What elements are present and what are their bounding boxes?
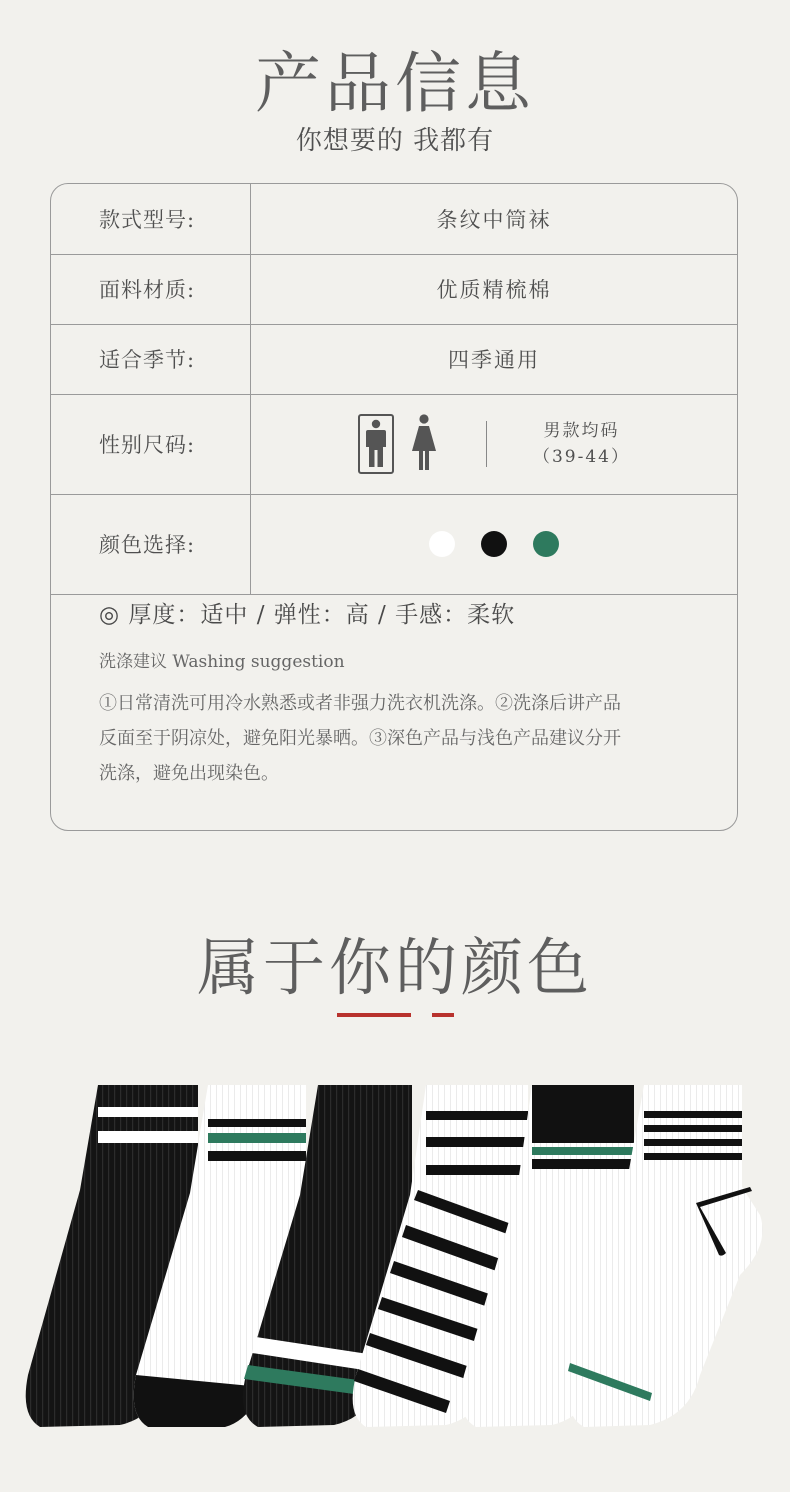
row-label-style: 款式型号: bbox=[51, 184, 251, 254]
row-label-colors: 颜色选择: bbox=[51, 494, 251, 594]
wash-line: ①日常清洗可用冷水熟悉或者非强力洗衣机洗涤。②洗涤后讲产品 bbox=[99, 693, 621, 714]
table-row bbox=[51, 494, 737, 595]
table-row bbox=[51, 324, 737, 395]
section-title: 属于你的颜色 bbox=[196, 931, 593, 1004]
divider bbox=[486, 421, 487, 467]
wash-line: 反面至于阴凉处，避免阳光暴晒。③深色产品与浅色产品建议分开 bbox=[99, 728, 621, 749]
row-label-material: 面料材质: bbox=[51, 254, 251, 324]
accent-bar bbox=[432, 1013, 454, 1017]
page-subtitle: 你想要的 我都有 bbox=[295, 126, 495, 156]
wash-line: 洗涤，避免出现染色。 bbox=[99, 763, 279, 784]
wash-instructions bbox=[99, 686, 699, 791]
color-swatch-white[interactable] bbox=[429, 531, 455, 557]
product-notes bbox=[99, 596, 699, 791]
wash-title: 洗涤建议 Washing suggestion bbox=[99, 652, 345, 672]
size-name: 男款均码 bbox=[543, 421, 620, 441]
product-properties: ◎ 厚度：适中 / 弹性：高 / 手感：柔软 bbox=[99, 602, 516, 628]
size-info bbox=[533, 418, 630, 470]
table-row bbox=[51, 254, 737, 325]
color-swatches bbox=[251, 494, 737, 594]
row-value-material: 优质精梳棉 bbox=[436, 278, 552, 302]
color-swatch-black[interactable] bbox=[481, 531, 507, 557]
accent-bar bbox=[337, 1013, 411, 1017]
table-row bbox=[51, 184, 737, 255]
row-value-style: 条纹中筒袜 bbox=[436, 208, 552, 232]
table-row bbox=[51, 394, 737, 495]
product-info-table bbox=[50, 183, 738, 831]
row-value-season: 四季通用 bbox=[448, 348, 540, 372]
gender-size-cell bbox=[251, 394, 737, 494]
row-label-gender-size: 性别尺码: bbox=[51, 394, 251, 494]
socks-image bbox=[0, 1075, 790, 1435]
color-swatch-green[interactable] bbox=[533, 531, 559, 557]
row-label-season: 适合季节: bbox=[51, 324, 251, 394]
female-icon bbox=[410, 413, 438, 476]
male-icon bbox=[358, 414, 394, 474]
page-title: 产品信息 bbox=[255, 45, 535, 122]
size-range: （39-44） bbox=[532, 447, 630, 467]
